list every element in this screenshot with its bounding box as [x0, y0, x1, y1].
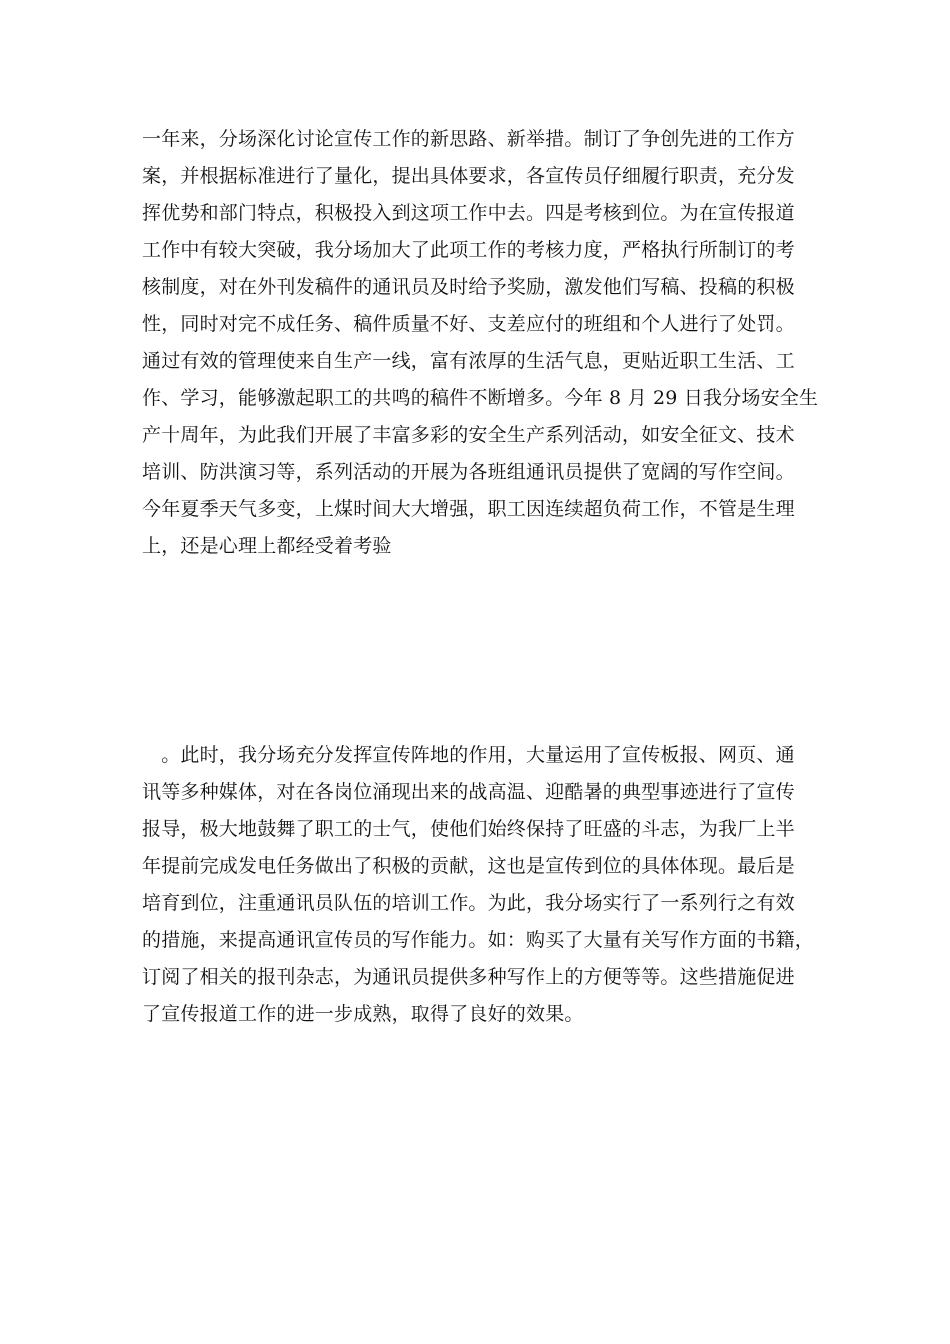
text-line: 工作中有较大突破，我分场加大了此项工作的考核力度，严格执行所制订的考 [142, 239, 795, 261]
text-line: 培训、防洪演习等，系列活动的开展为各班组通讯员提供了宽阔的写作空间。 [142, 461, 795, 483]
text-line: 作、学习，能够激起职工的共鸣的稿件不断增多。今年 8 月 29 日我分场安全生 [142, 387, 819, 409]
text-line: 挥优势和部门特点，积极投入到这项工作中去。四是考核到位。为在宣传报道 [142, 202, 795, 224]
text-line: 的措施，来提高通讯宣传员的写作能力。如：购买了大量有关写作方面的书籍， [142, 929, 815, 951]
text-line: 了宣传报道工作的进一步成熟，取得了良好的效果。 [142, 1003, 584, 1025]
text-line: 年提前完成发电任务做出了积极的贡献，这也是宣传到位的具体体现。最后是 [142, 855, 795, 877]
text-line: 案，并根据标准进行了量化，提出具体要求，各宣传员仔细履行职责，充分发 [142, 165, 795, 187]
paragraph-2 [142, 737, 815, 1033]
text-line: 今年夏季天气多变，上煤时间大大增强，职工因连续超负荷工作，不管是生理 [142, 498, 795, 520]
text-line: 订阅了相关的报刊杂志，为通讯员提供多种写作上的方便等等。这些措施促进 [142, 966, 795, 988]
text-line: 培育到位，注重通讯员队伍的培训工作。为此，我分场实行了一系列行之有效 [142, 892, 795, 914]
paragraph-1 [142, 121, 819, 565]
text-line: 核制度，对在外刊发稿件的通讯员及时给予奖励，激发他们写稿、投稿的积极 [142, 276, 795, 298]
text-line: 报导，极大地鼓舞了职工的士气，使他们始终保持了旺盛的斗志，为我厂上半 [142, 818, 795, 840]
text-line: 讯等多种媒体，对在各岗位涌现出来的战高温、迎酷暑的典型事迹进行了宣传 [142, 781, 795, 803]
text-line: 。此时，我分场充分发挥宣传阵地的作用，大量运用了宣传板报、网页、通 [142, 744, 795, 766]
text-line: 产十周年，为此我们开展了丰富多彩的安全生产系列活动，如安全征文、技术 [142, 424, 795, 446]
text-line: 一年来，分场深化讨论宣传工作的新思路、新举措。制订了争创先进的工作方 [142, 128, 795, 150]
text-line: 通过有效的管理使来自生产一线，富有浓厚的生活气息，更贴近职工生活、工 [142, 350, 795, 372]
text-line: 上，还是心理上都经受着考验 [142, 535, 392, 557]
text-line: 性，同时对完不成任务、稿件质量不好、支差应付的班组和个人进行了处罚。 [142, 313, 795, 335]
